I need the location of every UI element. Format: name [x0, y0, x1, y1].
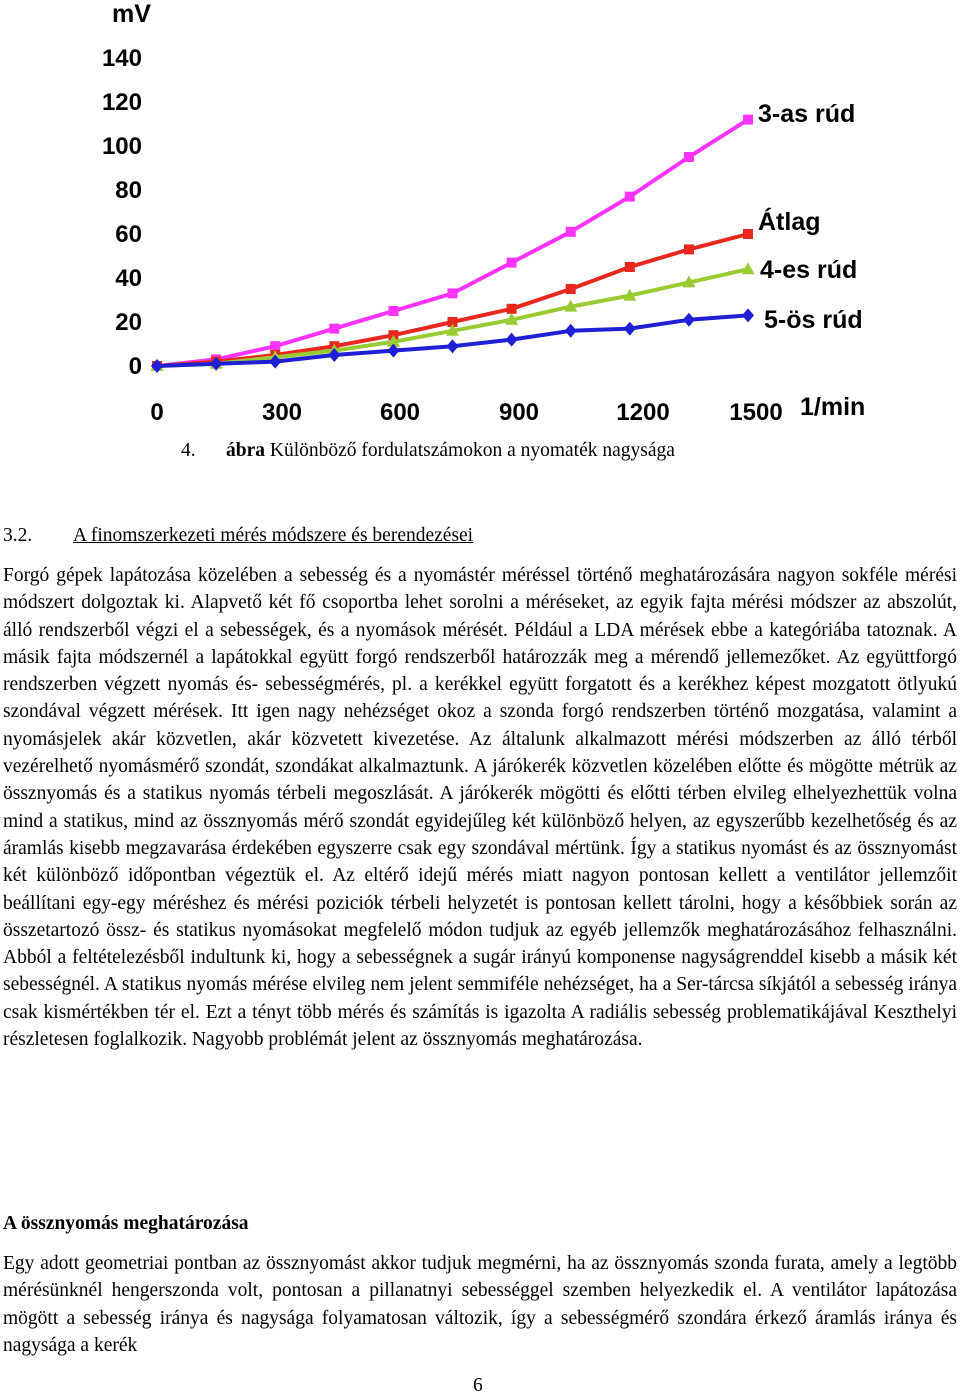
series-label: 4-es rúd: [760, 256, 858, 284]
x-tick-label: 600: [379, 399, 421, 426]
data-point: [684, 244, 694, 254]
figure-number: 4.: [181, 440, 196, 461]
x-tick-label: 900: [498, 399, 540, 426]
y-tick-label: 80: [115, 177, 142, 204]
series-label: 3-as rúd: [758, 100, 856, 128]
data-point: [743, 115, 753, 125]
section-heading: [3, 525, 473, 547]
series-label: 5-ös rúd: [764, 306, 863, 334]
series-label: Átlag: [758, 208, 821, 236]
y-tick-labels: [102, 45, 142, 380]
data-point: [742, 308, 754, 322]
subheading: A össznyomás meghatározása: [3, 1213, 249, 1234]
x-tick-label: 1200: [616, 399, 670, 426]
x-tick-label: 300: [261, 399, 303, 426]
data-point: [448, 288, 458, 298]
y-tick-label: 140: [101, 45, 142, 72]
data-point: [566, 227, 576, 237]
x-tick-labels: [150, 399, 782, 426]
data-point: [507, 258, 517, 268]
data-point: [625, 192, 635, 202]
data-point: [388, 306, 398, 316]
data-point: [566, 284, 576, 294]
data-point: [270, 341, 280, 351]
data-point: [329, 324, 339, 334]
y-axis-label: mV: [112, 0, 151, 28]
data-point: [506, 333, 518, 347]
data-point: [684, 152, 694, 162]
page-number: 6: [473, 1375, 483, 1396]
x-tick-label: 0: [150, 399, 164, 426]
data-point: [625, 262, 635, 272]
x-tick-label: 1500: [729, 399, 783, 426]
figure-label: ábra: [226, 440, 265, 461]
data-point: [565, 324, 577, 338]
y-tick-label: 100: [101, 133, 142, 160]
data-point: [624, 322, 636, 336]
y-tick-label: 0: [128, 353, 142, 380]
body-paragraph-1: Forgó gépek lapátozása közelében a sebesség és a nyomástér méréssel történő meghatározására nagyon sokféle mérési módszert dolgoztak ki. Alapvető két fő csoportba lehet sorolni a méréseket, az egyik fajta mérési módszer az abszolút, álló rendszerből végzi el a sebességek, és a nyomások mérését. Például a LDA mérések ebbe a kategóriába tatoznak. A másik fajta módszernél a lapátokkal együtt forgó rendszerből határozzák meg a mérendő jellemezőket. Az együttforgó rendszerben végzett nyomás és- sebességmérés, pl. a kerékkel együtt forgatott és a kerékhez képest mozgatott ötlyukú szondával végzett mérések. Itt igen nagy nehézséget okoz a szonda forgó rendszerben történő mozgatása, valamint a nyomásjelek akár közvetlen, akár közvetett kivezetése. Az általunk alkalmazott mérési módszerben az álló térből vezérelhető nyomásmérő szondát, szondákat alkalmaztunk. A járókerék közvetlen közelében előtte és mögötte métrük az össznyomás és a statikus nyomás térbeli megoszlását. A járókerék mögötti és előtti térben elvileg elhelyezhettük volna mind a statikus, mind az össznyomás mérő szondát egyidejűleg két különböző helyen, az egyszerűbb kezelhetőség és az áramlás kisebb megzavarása érdekében egyszerre csak egy szondával mértünk. Így a statikus nyomást és az össznyomást két különböző időpontban végeztük el. Az eltérő idejű mérés miatt nagyon pontosan kellett a ventilátor jellemzőit beállítani egy-egy méréshez és mérési poziciók térbeli helyzetét is pontosan kellett tárolni, hogy a későbbiek során az összetartozó össz- és statikus nyomásokat megfelelő módon tudjuk az egyéb jellemzők meghatározásához felhasználni. Abból a feltételezésből indultunk ki, hogy a sebességnek a sugár irányú komponense nagyságrenddel kisebb a másik két sebességnél. A statikus nyomás mérése elvileg nem jelent semmiféle nehézséget, ha a Ser-tárcsa síkjától a sebesség iránya csak kismértékben tér el. Ezt a tényt több mérés és számítás is igazolta A radiális sebesség problematikájával Keszthelyi részletesen foglalkozik. Nagyobb problémát jelent az össznyomás meghatározása.: [3, 565, 957, 1051]
plot-area: [151, 115, 755, 373]
data-point: [743, 229, 753, 239]
y-tick-label: 60: [115, 221, 142, 248]
series-labels: [758, 100, 863, 334]
body-paragraph-2: Egy adott geometriai pontban az össznyomást akkor tudjuk megmérni, ha az össznyomás szonda furata, amely a legtöbb mérésünknél hengerszonda volt, pontosan a pillanatnyi sebességgel szemben helyezkedik el. A ventilátor lapátozása mögött a sebesség iránya és nagysága folyamatosan változik, így a sebességmérő szondára érkező áramlás iránya és nagysága a kerék: [3, 1253, 957, 1356]
data-point: [507, 304, 517, 314]
y-tick-label: 40: [115, 265, 142, 292]
data-point: [683, 313, 695, 327]
y-tick-label: 120: [101, 89, 142, 116]
y-tick-label: 20: [115, 309, 142, 336]
section-title: A finomszerkezeti mérés módszere és berendezései: [73, 525, 474, 546]
torque-chart: [0, 0, 960, 440]
data-point: [447, 339, 459, 353]
figure-caption-text: Különböző fordulatszámokon a nyomaték nagysága: [269, 440, 675, 461]
x-axis-label: 1/min: [800, 393, 866, 421]
section-number: 3.2.: [3, 525, 33, 546]
